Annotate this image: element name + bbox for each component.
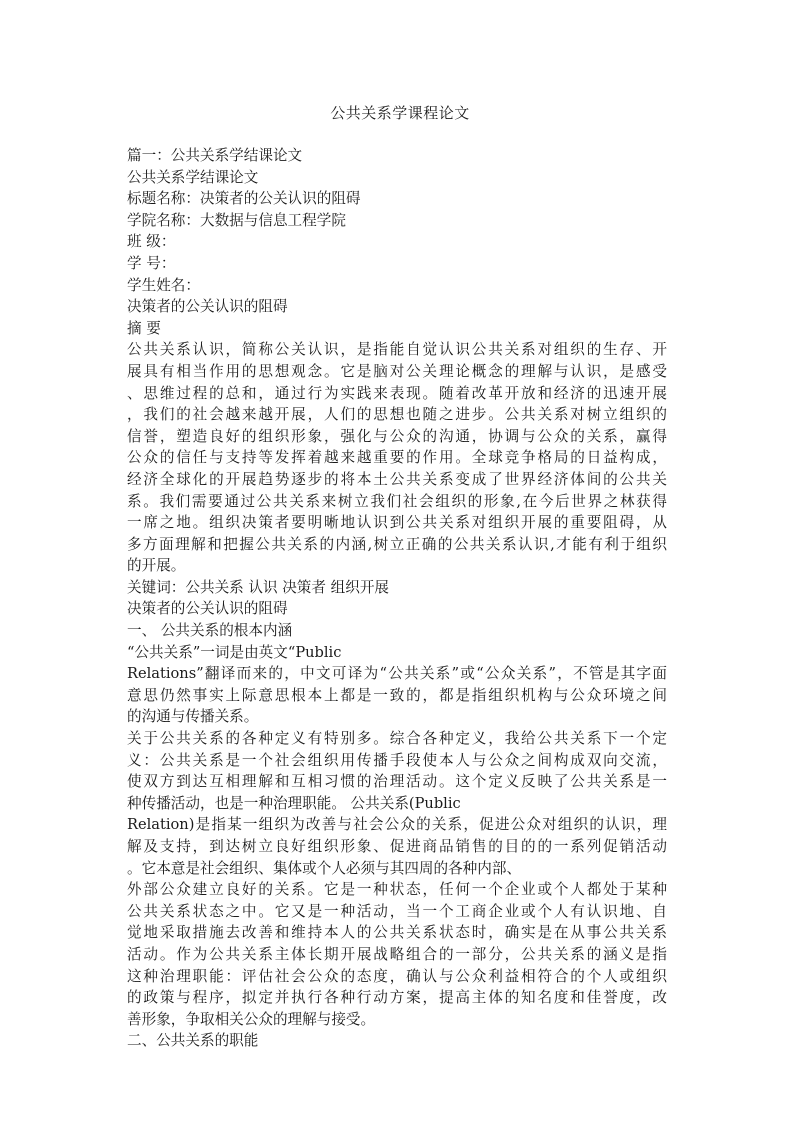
body-line: 系。我们需要通过公共关系来树立我们社会组织的形象,在今后世界之林获得 <box>127 492 667 510</box>
body-line: 一、 公共关系的根本内涵 <box>127 622 293 640</box>
document-body <box>127 145 667 1052</box>
body-line: 学 号： <box>127 254 176 272</box>
body-line: 公众的信任与支持等发挥着越来越重要的作用。全球竞争格局的日益构成， <box>127 449 667 467</box>
body-line: 。它本意是社会组织、集体或个人必须与其四周的各种内部、 <box>127 859 522 877</box>
body-line: 二、公共关系的职能 <box>127 1032 259 1050</box>
body-line: 解及支持，到达树立良好组织形象、促进商品销售的目的的一系列促销活动 <box>127 838 667 855</box>
body-line: 关键词：公共关系 认识 决策者 组织开展 <box>127 578 390 596</box>
document-title: 公共关系学课程论文 <box>330 104 470 122</box>
body-line: “公共关系”一词是由英文“Public <box>127 643 342 661</box>
body-line: 公共关系学结课论文 <box>127 168 259 186</box>
body-line: ，我们的社会越来越开展，人们的思想也随之进步。公共关系对树立组织的 <box>127 406 667 424</box>
body-line: 信誉，塑造良好的组织形象，强化与公众的沟通，协调与公众的关系，赢得 <box>127 427 667 445</box>
body-line: 标题名称：决策者的公关认识的阻碍 <box>127 190 361 208</box>
body-line: 外部公众建立良好的关系。它是一种状态，任何一个企业或个人都处于某种 <box>127 881 667 899</box>
body-line: 一席之地。组织决策者要明晰地认识到公共关系对组织开展的重要阻碍，从 <box>127 514 667 532</box>
body-line: 经济全球化的开展趋势逐步的将本土公共关系变成了世界经济体间的公共关 <box>127 470 667 488</box>
body-line: 的沟通与传播关系。 <box>127 708 259 726</box>
body-line: 摘 要 <box>127 319 161 337</box>
body-line: 意思仍然事实上际意思根本上都是一致的，都是指组织机构与公众环境之间 <box>127 686 667 704</box>
body-line: 展具有相当作用的思想观念。它是脑对公关理论概念的理解与认识，是感受 <box>127 362 667 380</box>
body-line: 篇一：公共关系学结课论文 <box>127 147 303 164</box>
body-line: 学院名称：大数据与信息工程学院 <box>127 211 346 229</box>
body-line: 关于公共关系的各种定义有特别多。综合各种定义，我给公共关系下一个定 <box>127 730 667 748</box>
body-line: 决策者的公关认识的阻碍 <box>127 600 288 618</box>
body-line: 多方面理解和把握公共关系的内涵,树立正确的公共关系认识,才能有利于组织 <box>127 535 667 553</box>
body-line: 这种治理职能：评估社会公众的态度，确认与公众利益相符合的个人或组织 <box>127 967 667 985</box>
body-line: 觉地采取措施去改善和维持本人的公共关系状态时，确实是在从事公共关系 <box>127 924 667 942</box>
body-line: 学生姓名： <box>127 276 200 294</box>
body-line: 班 级： <box>127 233 176 251</box>
body-line: 活动。作为公共关系主体长期开展战略组合的一部分，公共关系的涵义是指 <box>127 945 667 963</box>
body-line: 、思维过程的总和，通过行为实践来表现。随着改革开放和经济的迅速开展 <box>127 384 667 402</box>
body-line: Relations”翻译而来的，中文可译为“公共关系”或“公众关系”，不管是其字面 <box>127 665 667 683</box>
body-line: 善形象，争取相关公众的理解与接受。 <box>127 1010 376 1028</box>
body-line: 义：公共关系是一个社会组织用传播手段使本人与公众之间构成双向交流， <box>127 751 667 769</box>
body-line: 决策者的公关认识的阻碍 <box>127 298 288 316</box>
body-line: 使双方到达互相理解和互相习惯的治理活动。这个定义反映了公共关系是一 <box>127 773 667 791</box>
body-line: Relation)是指某一组织为改善与社会公众的关系，促进公众对组织的认识，理 <box>127 816 667 834</box>
body-line: 的政策与程序，拟定并执行各种行动方案，提高主体的知名度和佳誉度，改 <box>127 989 667 1007</box>
body-line: 公共关系状态之中。它又是一种活动，当一个工商企业或个人有认识地、自 <box>127 902 667 920</box>
body-line: 种传播活动，也是一种治理职能。 公共关系(Public <box>127 794 461 812</box>
body-line: 公共关系认识，简称公关认识，是指能自觉认识公共关系对组织的生存、开 <box>127 341 667 359</box>
body-line: 的开展。 <box>127 557 186 575</box>
